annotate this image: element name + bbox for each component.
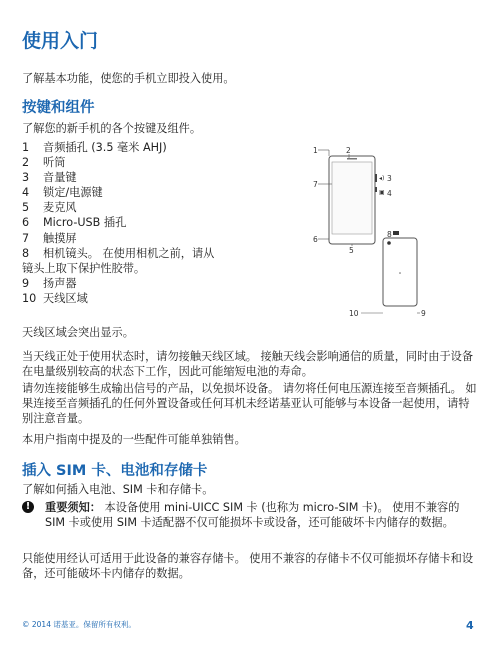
intro-text: 了解基本功能，使您的手机立即投入使用。 — [22, 72, 235, 85]
paragraph-memory-card: 只能使用经认可适用于此设备的兼容存储卡。 使用不兼容的存储卡不仅可能损坏存储卡和设备，还可能破坏卡内储存的数据。 — [22, 552, 474, 580]
list-item: 4 锁定/电源键 — [22, 186, 103, 200]
list-item: 5 麦克风 — [22, 201, 77, 215]
list-item: 10 天线区域 — [22, 291, 88, 305]
diagram-label-2: 2 — [346, 146, 351, 155]
list-item: 8 相机镜头。 在使用相机之前，请从 镜头上取下保护性胶带。 — [22, 246, 215, 275]
note-label: 重要须知： — [45, 501, 101, 514]
list-item: 3 音量键 — [22, 171, 77, 185]
volume-key — [375, 174, 377, 182]
camera-icon — [393, 231, 399, 235]
camera-lens — [387, 241, 391, 245]
diagram-label-5: 5 — [349, 246, 354, 255]
diagram-label-1: 1 — [313, 146, 318, 155]
section-intro-keys: 了解您的新手机的各个按键及组件。 — [22, 122, 202, 135]
speaker-icon: ◂) — [379, 175, 385, 182]
parts-list — [22, 140, 267, 306]
section-heading-sim: 插入 SIM 卡、电池和存储卡 — [22, 463, 208, 479]
diagram-label-10: 10 — [349, 309, 359, 318]
page-number: 4 — [466, 619, 474, 632]
exclamation-icon: ! — [22, 501, 34, 513]
list-item: 9 扬声器 — [22, 276, 77, 290]
list-item: 6 Micro-USB 插孔 — [22, 216, 127, 230]
diagram-label-4: 4 — [387, 189, 392, 198]
section-intro-sim: 了解如何插入电池、SIM 卡和存储卡。 — [22, 483, 214, 496]
diagram-label-3: 3 — [387, 174, 392, 183]
phone-back — [383, 238, 417, 306]
section-heading-keys: 按键和组件 — [22, 100, 95, 116]
paragraph-accessories: 本用户指南中提及的一些配件可能单独销售。 — [22, 433, 246, 446]
earpiece — [347, 158, 357, 160]
antenna-note: 天线区域会突出显示。 — [22, 326, 134, 339]
diagram-label-6: 6 — [313, 235, 318, 244]
lock-icon: ▣ — [379, 189, 385, 196]
paragraph-antenna: 当天线正处于使用状态时，请勿接触天线区域。 接触天线会影响通信的质量，同时由于设备在电量级别较高的状态下工作，因此可能缩短电池的寿命。 — [22, 350, 474, 378]
phone-diagram — [305, 142, 440, 322]
important-note — [22, 500, 480, 530]
list-item: 2 听筒 — [22, 156, 66, 170]
power-key — [375, 187, 377, 192]
paragraph-warning: 请勿连接能够生成输出信号的产品，以免损坏设备。 请勿将任何电压源连接至音频插孔。 如果连接至音频插孔的任何外置设备或任何耳机未经诺基亚认可能够与本设备一起使用，请特别注意音量。 — [22, 382, 477, 425]
diagram-label-8: 8 — [387, 230, 392, 239]
footer-copyright: © 2014 诺基亚。保留所有权利。 — [22, 620, 136, 629]
logo-dot — [399, 272, 401, 274]
diagram-label-9: 9 — [421, 309, 426, 318]
touchscreen — [332, 162, 372, 234]
list-item: 1 音频插孔 (3.5 毫米 AHJ) — [22, 141, 167, 154]
list-item: 7 触摸屏 — [22, 231, 77, 245]
page-title: 使用入门 — [22, 30, 99, 52]
note-body: 本设备使用 mini-UICC SIM 卡 (也称为 micro-SIM 卡)。 使用不兼容的 SIM 卡或使用 SIM 卡适配器不仅可能损坏卡或设备，还可能破坏卡内储存的数据。 — [45, 501, 460, 529]
diagram-label-7: 7 — [313, 180, 318, 189]
